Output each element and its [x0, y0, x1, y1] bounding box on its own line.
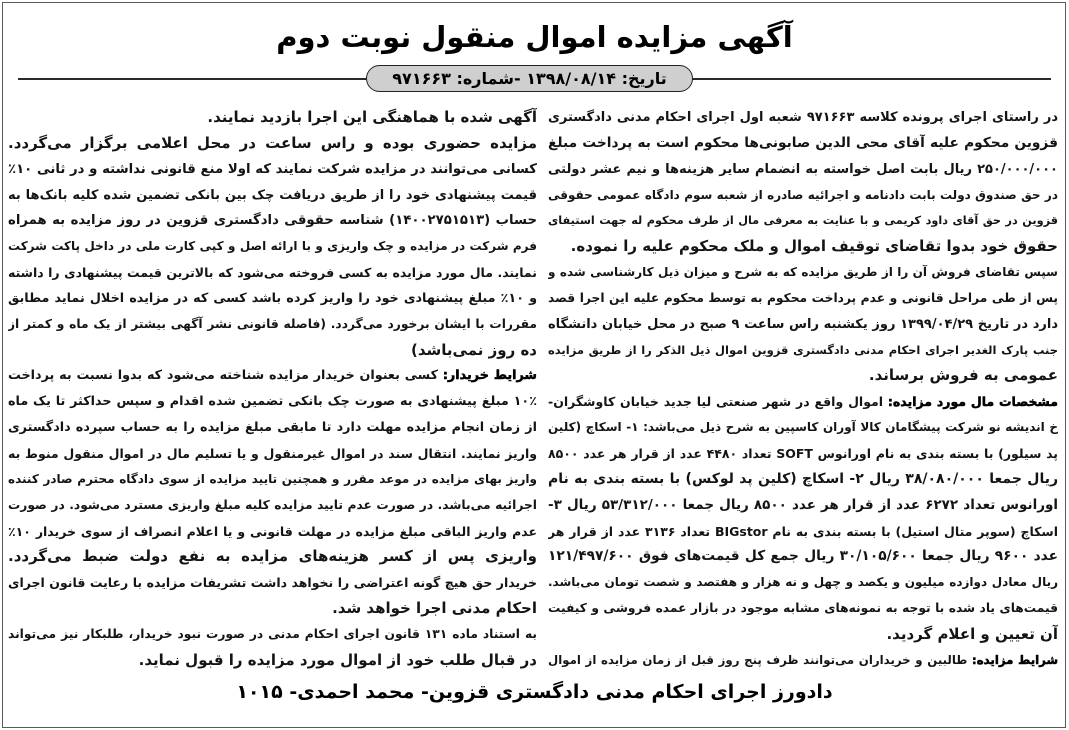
line-text: در راستای اجرای پرونده کلاسه ۹۷۱۶۶۳ شعبه اول اجرای احکام مدنی دادگستری — [548, 110, 1058, 125]
line-text: ۱۰٪ مبلغ پیشنهادی به صورت چک بانکی تضمین شده اقدام و سپس حداکثر تا یک ماه — [8, 394, 537, 410]
line-text: خریدار حق هیچ گونه اعتراضی را نخواهد داشت تشریفات مزایده با رعایت قانون اجرای — [8, 575, 537, 591]
left-column — [8, 105, 537, 674]
line-text: جنب پارک الغدیر اجرای احکام مدنی دادگستری قزوین اموال ذیل الذکر را از طریق مزایده — [548, 342, 1058, 357]
line-text: واریز بهای مزایده در موعد مقرر و همچنین تایید مزایده از سوی دادگاه محترم صادر کننده — [8, 471, 537, 486]
text-line — [548, 105, 1058, 131]
page-title: آگهی مزایده اموال منقول نوبت دوم — [276, 20, 793, 54]
line-text: ریال معادل دوازده میلیون و یکصد و چهل و نه هزار و هفتصد و شصت تومان می‌باشد. — [548, 575, 1058, 590]
line-text: در قبال طلب خود از اموال مورد مزایده را قبول نماید. — [138, 650, 537, 669]
text-line — [8, 441, 537, 467]
line-text: قیمت پیشنهادی خود را از طریق دریافت چک بین بانکی تضمین شده کلیه بانک‌ها به — [8, 187, 537, 203]
line-text: قزوین در حق آقای داود کریمی و با عنایت به معرفی مال از طرف محکوم له جهت استیفای — [548, 214, 1058, 228]
text-line — [8, 260, 537, 286]
text-line — [548, 596, 1058, 622]
line-text: اورانوس تعداد ۶۲۷۲ عدد از قرار هر عدد ۸۵۰۰ ریال جمعا ۵۳/۳۱۲/۰۰۰ ریال ۳- — [548, 496, 1058, 513]
text-line — [8, 208, 537, 234]
text-line — [8, 596, 537, 622]
section-heading: مشخصات مال مورد مزایده: — [887, 394, 1058, 410]
text-line — [548, 234, 1058, 260]
line-text: حقوق خود بدوا تقاضای توقیف اموال و ملک محکوم علیه را نموده. — [570, 237, 1058, 256]
text-line — [8, 105, 537, 131]
line-text: پس از طی مراحل قانونی و عدم پرداخت محکوم به توسط محکوم علیه این اجرا قصد — [548, 290, 1058, 305]
line-text: دارد در تاریخ ۱۳۹۹/۰۴/۲۹ روز یکشنبه راس ساعت ۹ صبح در محل خیابان دانشگاه — [548, 316, 1058, 332]
text-line — [548, 286, 1058, 312]
text-line — [548, 648, 1058, 674]
line-text: ۲۵۰/۰۰۰/۰۰۰ ریال بابت اصل خواسته به انضمام سایر هزینه‌ها و نیم عشر دولتی — [548, 161, 1058, 177]
line-text: قزوین محکوم علیه آقای محی الدین صابونی‌ها محکوم است به پرداخت مبلغ — [548, 134, 1058, 151]
line-text: اسکاچ (سوپر متال استیل) با بسته بندی به نام BIGstor تعداد ۳۱۳۶ عدد از قرار هر — [548, 523, 1058, 539]
text-line — [8, 519, 537, 545]
text-line — [8, 363, 537, 389]
line-text: مقررات با ایشان برخورد می‌گردد. (فاصله قانونی نشر آگهی بیشتر از یک ماه و کمتر از — [8, 316, 537, 331]
text-line — [8, 570, 537, 596]
line-text: ده روز نمی‌باشد) — [411, 340, 537, 359]
line-text: حساب (۱۴۰۰۲۷۵۱۵۱۳) شناسه حقوقی دادگستری قزوین در روز مزایده به همراه — [8, 213, 537, 229]
line-text: ریال جمعا ۳۸/۰۸۰/۰۰۰ ریال ۲- اسکاچ (کلین پد لوکس) با بسته بندی به نام — [548, 470, 1058, 487]
line-text: آگهی شده با هماهنگی این اجرا بازدید نمایند. — [207, 108, 537, 126]
line-text: قیمت‌های یاد شده با توجه به نمونه‌های مشابه موجود در بازار عمده فروشی و کیفیت — [548, 601, 1058, 616]
line-text: اموال واقع در شهر صنعتی لیا جدید خیابان کاوشگران- — [548, 394, 888, 410]
line-text: اجرائیه می‌باشد. در صورت عدم تایید مزایده کلیه مبلغ واریزی مسترد می‌شود. در صورت — [8, 497, 537, 512]
text-line — [548, 157, 1058, 183]
section-heading: شرایط مزایده: — [972, 652, 1058, 667]
text-line — [548, 131, 1058, 157]
date-number-badge — [366, 65, 693, 92]
text-line — [8, 338, 537, 364]
line-text: واریز نمایند. انتقال سند در اموال غیرمنقول و یا تسلیم مال در اموال منقول منوط به — [8, 445, 537, 461]
text-line — [548, 312, 1058, 338]
text-line — [548, 519, 1058, 545]
text-line — [548, 493, 1058, 519]
line-text: سپس تقاضای فروش آن را از طریق مزایده که به شرح و میزان ذیل کارشناسی شده و — [548, 265, 1058, 280]
text-line — [548, 338, 1058, 364]
text-line — [8, 493, 537, 519]
line-text: طالبین و خریداران می‌توانند ظرف پنج روز قبل از زمان مزایده از اموال — [548, 652, 972, 667]
line-text: فرم شرکت در مزایده و چک واریزی و با ارائه اصل و کپی کارت ملی در داخل پاکت شرکت — [8, 239, 537, 254]
line-text: عدم واریز الباقی مبلغ مزایده در مهلت قانونی و یا اعلام انصراف از سوی خریدار ۱۰٪ — [8, 523, 537, 539]
line-text: مزایده حضوری بوده و راس ساعت در محل اعلامی برگزار می‌گردد. — [8, 133, 537, 152]
text-line — [8, 312, 537, 338]
line-text: خ اندیشه نو شرکت پیشگامان کالا آوران کاسپین به شرح ذیل می‌باشد: ۱- اسکاچ (کلین — [548, 420, 1058, 435]
line-text: و ۱۰٪ مبلغ پیشنهادی خود را واریز کرده باشد کسی که در مزایده اخلال نماید مطابق — [8, 290, 537, 306]
line-text: نمایند. مال مورد مزایده به کسی فروخته می‌شود که بالاترین قیمت پیشنهادی را داشته — [8, 265, 537, 281]
text-line — [548, 415, 1058, 441]
line-text: احکام مدنی اجرا خواهد شد. — [332, 599, 537, 618]
date-number-text: تاریخ: ۱۳۹۸/۰۸/۱۴ -شماره: ۹۷۱۶۶۳ — [392, 69, 667, 88]
text-line — [8, 131, 537, 157]
signature-line: دادورز اجرای احکام مدنی دادگستری قزوین- محمد احمدی- ۱۰۱۵ — [236, 681, 833, 703]
text-line — [548, 208, 1058, 234]
text-line — [548, 467, 1058, 493]
section-heading: شرایط خریدار: — [442, 368, 537, 384]
right-column — [548, 105, 1058, 674]
text-line — [8, 544, 537, 570]
line-text: آن تعیین و اعلام گردید. — [886, 624, 1058, 643]
text-line — [8, 648, 537, 674]
text-line — [8, 157, 537, 183]
text-line — [8, 183, 537, 209]
text-line — [548, 544, 1058, 570]
text-line — [8, 389, 537, 415]
text-line — [548, 260, 1058, 286]
line-text: عدد ۹۶۰۰ ریال جمعا ۳۰/۱۰۵/۶۰۰ ریال جمع کل قیمت‌های فوق ۱۲۱/۴۹۷/۶۰۰ — [548, 548, 1058, 565]
text-line — [548, 389, 1058, 415]
text-line — [8, 286, 537, 312]
text-line — [548, 363, 1058, 389]
line-text: کسی بعنوان خریدار مزایده شناخته می‌شود که بدوا نسبت به پرداخت — [8, 368, 443, 384]
text-line — [548, 183, 1058, 209]
text-line — [8, 622, 537, 648]
line-text: از زمان انجام مزایده مهلت دارد تا مابقی مبلغ مزایده را به حساب سپرده دادگستری — [8, 420, 537, 436]
text-line — [548, 622, 1058, 648]
line-text: به استناد ماده ۱۳۱ قانون اجرای احکام مدنی در صورت نبود خریدار، طلبکار نیز می‌تواند — [8, 626, 537, 641]
text-line — [548, 441, 1058, 467]
line-text: پد سیلور) با بسته بندی به نام اورانوس SOFT تعداد ۴۴۸۰ عدد از قرار هر عدد ۸۵۰۰ — [548, 445, 1058, 461]
text-line — [8, 415, 537, 441]
text-line — [548, 570, 1058, 596]
text-line — [8, 234, 537, 260]
line-text: واریزی پس از کسر هزینه‌های مزایده به نفع دولت ضبط می‌گردد. — [8, 547, 537, 566]
text-line — [8, 467, 537, 493]
line-text: کسانی می‌توانند در مزایده شرکت نمایند که اولا منع قانونی نداشته و در ثانی ۱۰٪ — [8, 161, 537, 177]
line-text: در حق صندوق دولت بابت دادنامه و اجرائیه صادره از شعبه سوم دادگاه عمومی حقوقی — [548, 187, 1058, 202]
line-text: عمومی به فروش برساند. — [868, 366, 1058, 385]
